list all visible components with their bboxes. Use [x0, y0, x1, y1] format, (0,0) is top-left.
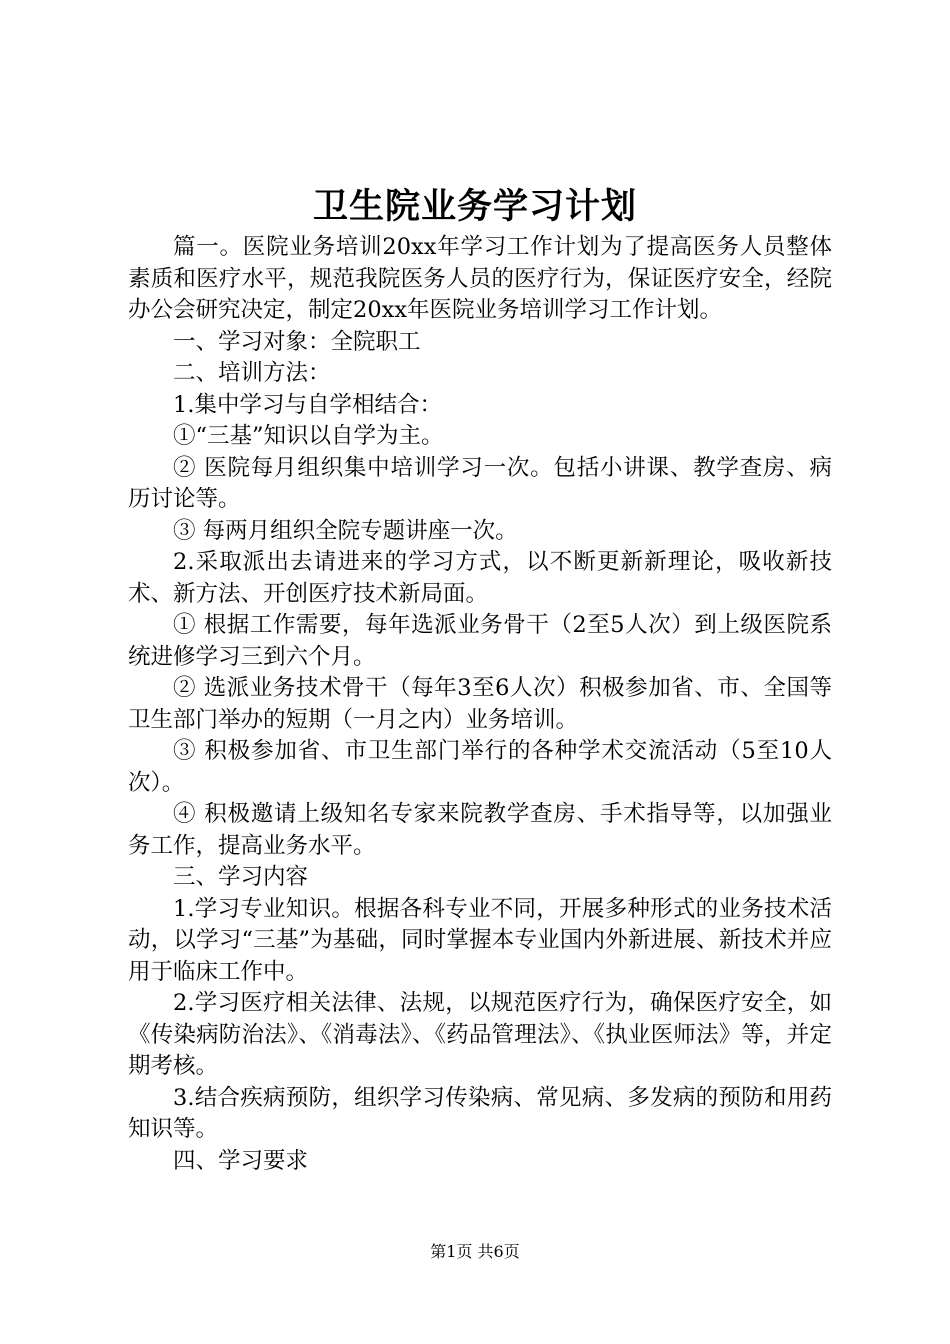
paragraph-method-1-item-3: ③ 每两月组织全院专题讲座一次。	[173, 517, 518, 544]
paragraph-method-1-item-1: ①“三基”知识以自学为主。	[173, 423, 444, 449]
paragraph-method-1-item-2: ② 医院每月组织集中培训学习一次。包括小讲课、教学查房、病历讨论等。	[128, 454, 832, 512]
paragraph-content-3: 3.结合疾病预防，组织学习传染病、常见病、多发病的预防和用药知识等。	[128, 1084, 832, 1142]
heading-study-content: 三、学习内容	[173, 864, 309, 890]
paragraph-intro: 篇一。医院业务培训20xx年学习工作计划为了提高医务人员整体素质和医疗水平，规范我院医务人员的医疗行为，保证医疗安全，经院办公会研究决定，制定20xx年医院业务培训学习工作计划。	[128, 234, 832, 323]
document-body	[128, 232, 832, 1177]
paragraph-content-2: 2.学习医疗相关法律、法规，以规范医疗行为，确保医疗安全，如《传染病防治法》、《消毒法》、《药品管理法》、《执业医师法》等，并定期考核。	[128, 990, 832, 1079]
paragraph-method-2-item-2: ② 选派业务技术骨干（每年3至6人次）积极参加省、市、全国等卫生部门举办的短期（一月之内）业务培训。	[128, 675, 832, 733]
heading-training-method: 二、培训方法：	[173, 360, 331, 386]
heading-study-requirements: 四、学习要求	[173, 1147, 309, 1174]
document-title: 卫生院业务学习计划	[312, 186, 637, 227]
page-footer: 第1页 共6页	[430, 1242, 520, 1261]
paragraph-method-2: 2.采取派出去请进来的学习方式，以不断更新新理论，吸收新技术、新方法、开创医疗技术新局面。	[128, 549, 832, 607]
paragraph-method-2-item-1: ① 根据工作需要，每年选派业务骨干（2至5人次）到上级医院系统进修学习三到六个月。	[128, 612, 832, 670]
paragraph-content-1: 1.学习专业知识。根据各科专业不同，开展多种形式的业务技术活动，以学习“三基”为基础，同时掌握本专业国内外新进展、新技术并应用于临床工作中。	[128, 895, 832, 985]
paragraph-method-2-item-4: ④ 积极邀请上级知名专家来院教学查房、手术指导等，以加强业务工作，提高业务水平。	[128, 801, 832, 859]
paragraph-method-2-item-3: ③ 积极参加省、市卫生部门举行的各种学术交流活动（5至10人次）。	[128, 738, 832, 796]
heading-study-target: 一、学习对象：全院职工	[173, 328, 421, 355]
paragraph-method-1: 1.集中学习与自学相结合：	[173, 391, 442, 418]
